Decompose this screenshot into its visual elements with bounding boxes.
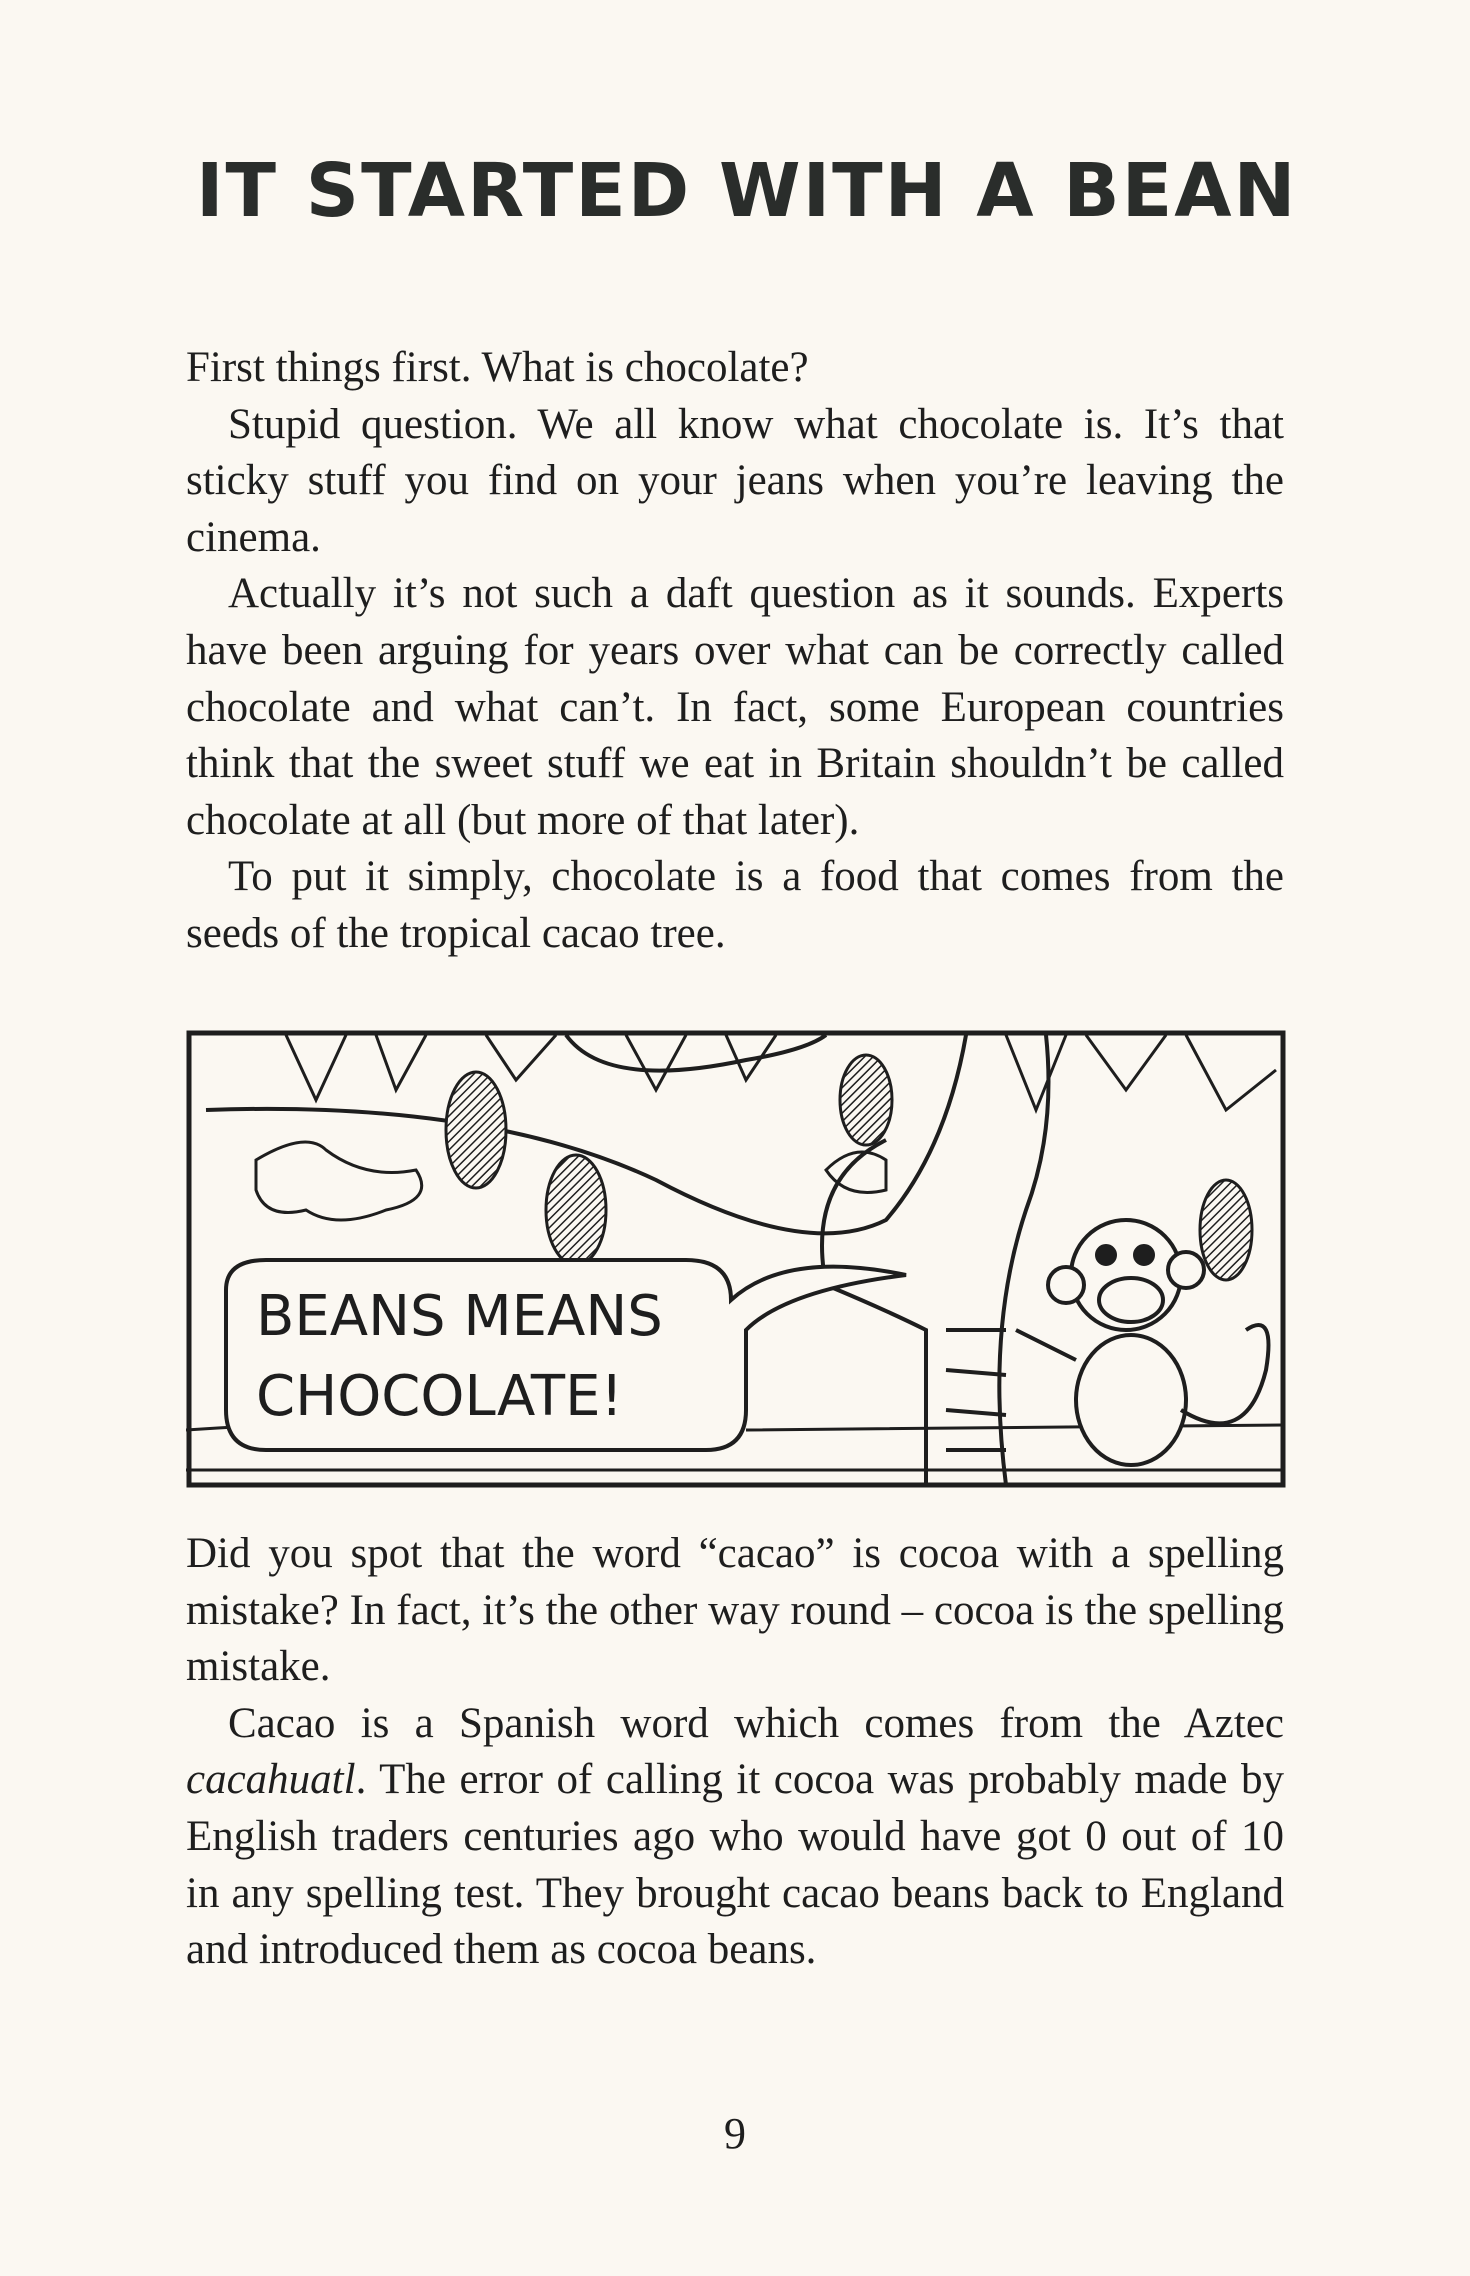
page-number: 9 <box>724 2109 746 2158</box>
text-run: . The error of calling it cocoa was probably made by English traders centuries ago who would have got 0 out of 10 in any spelling test. They brought cacao beans back to England and introduced them as cocoa beans. <box>186 1756 1284 1974</box>
paragraph: First things first. What is chocolate? <box>186 344 809 391</box>
speech-line-1: BEANS MEANS <box>256 1284 663 1349</box>
speech-line-2: CHOCOLATE! <box>256 1364 623 1429</box>
paragraph: Did you spot that the word “cacao” is cocoa with a spelling mistake? In fact, it’s the other way round – cocoa is the spelling mistake. <box>186 1530 1284 1691</box>
paragraph <box>186 1696 1284 1979</box>
cacao-tree-illustration <box>186 1030 1286 1488</box>
italic-term: cacahuatl <box>186 1756 356 1804</box>
paragraph: Stupid question. We all know what chocolate is. It’s that sticky stuff you find on your jeans when you’re leaving the cinema. <box>186 400 1284 561</box>
paragraph: Actually it’s not such a daft question as it sounds. Experts have been arguing for years over what can be correctly called chocolate and what can’t. In fact, some European countries think that the sweet stuff we eat in Britain shouldn’t be called chocolate at all (but more of that later). <box>186 570 1284 844</box>
body-text-top <box>186 340 1284 963</box>
paragraph: To put it simply, chocolate is a food that comes from the seeds of the tropical cacao tree. <box>186 853 1284 957</box>
text-run: Cacao is a Spanish word which comes from the Aztec <box>228 1699 1284 1747</box>
chapter-title: IT STARTED WITH A BEAN <box>196 148 1298 234</box>
body-text-bottom <box>186 1526 1284 1979</box>
